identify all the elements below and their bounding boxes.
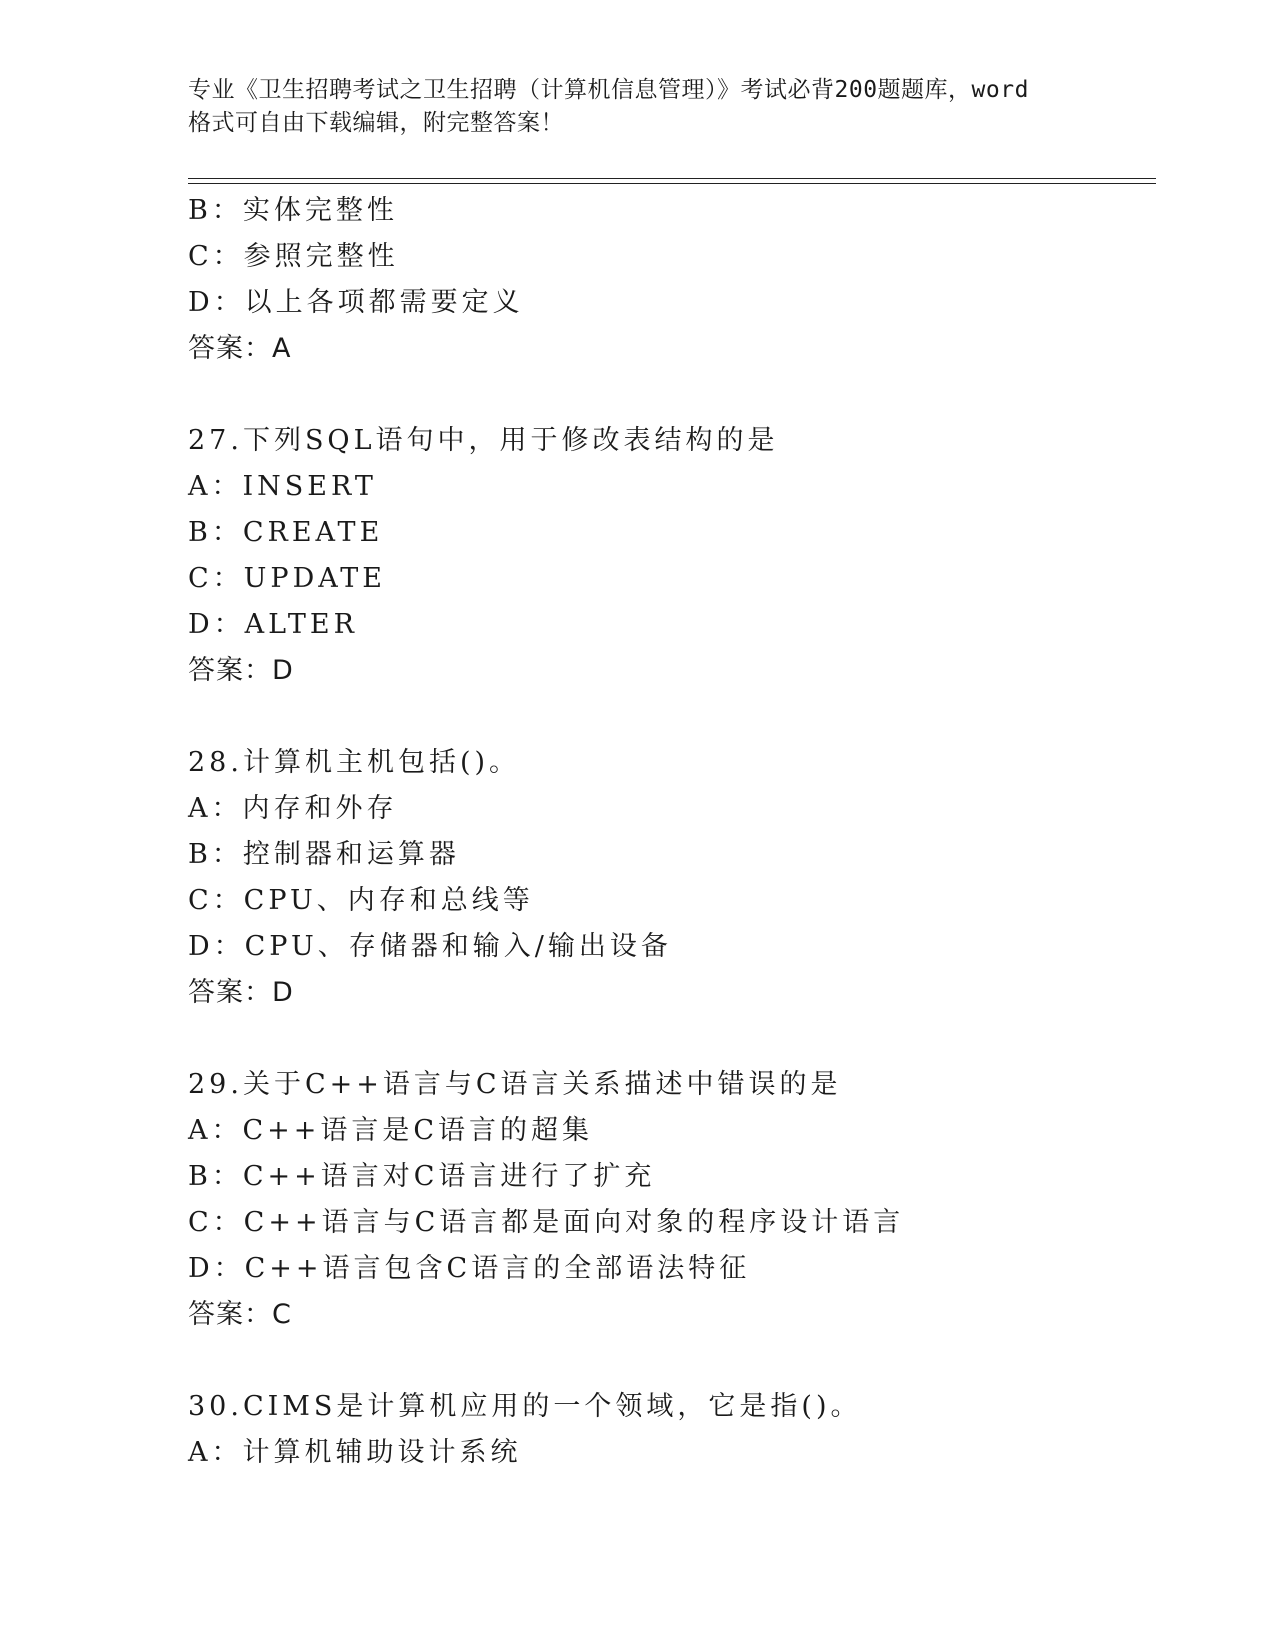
question-28: [188, 740, 1156, 1016]
option-a: A：INSERT: [188, 471, 377, 502]
option-d: D：ALTER: [188, 609, 358, 640]
header-rule-bottom: [188, 183, 1156, 184]
option-b: B：实体完整性: [188, 195, 398, 226]
question-27: [188, 418, 1156, 694]
answer: 答案：D: [188, 977, 294, 1008]
answer: 答案：A: [188, 333, 292, 364]
option-a: A：计算机辅助设计系统: [188, 1437, 522, 1468]
question-29: [188, 1062, 1156, 1338]
question-stem: 29.关于C++语言与C语言关系描述中错误的是: [188, 1069, 842, 1100]
header-rule-top: [188, 178, 1156, 179]
option-c: C：UPDATE: [188, 563, 386, 594]
header-line-2: 格式可自由下载编辑，附完整答案！: [188, 110, 564, 136]
option-b: B：C++语言对C语言进行了扩充: [188, 1161, 656, 1192]
option-c: C：参照完整性: [188, 241, 399, 272]
option-b: B：CREATE: [188, 517, 384, 548]
question-26-partial: [188, 188, 1156, 372]
option-d: D：CPU、存储器和输入/输出设备: [188, 931, 672, 962]
spacer: [188, 372, 1156, 418]
spacer: [188, 1016, 1156, 1062]
answer: 答案：D: [188, 655, 294, 686]
question-stem: 30.CIMS是计算机应用的一个领域，它是指()。: [188, 1391, 862, 1422]
question-stem: 27.下列SQL语句中，用于修改表结构的是: [188, 425, 779, 456]
question-30: [188, 1384, 1156, 1476]
option-a: A：C++语言是C语言的超集: [188, 1115, 594, 1146]
answer: 答案：C: [188, 1299, 292, 1330]
document-header: [188, 74, 1088, 140]
option-d: D：C++语言包含C语言的全部语法特征: [188, 1253, 751, 1284]
header-line-1: 专业《卫生招聘考试之卫生招聘（计算机信息管理）》考试必背200题题库，word: [188, 77, 1029, 103]
question-stem: 28.计算机主机包括()。: [188, 747, 521, 778]
option-c: C：C++语言与C语言都是面向对象的程序设计语言: [188, 1207, 905, 1238]
option-c: C：CPU、内存和总线等: [188, 885, 534, 916]
option-d: D：以上各项都需要定义: [188, 287, 524, 318]
option-a: A：内存和外存: [188, 793, 398, 824]
spacer: [188, 694, 1156, 740]
question-list: [188, 188, 1156, 1476]
option-b: B：控制器和运算器: [188, 839, 460, 870]
spacer: [188, 1338, 1156, 1384]
